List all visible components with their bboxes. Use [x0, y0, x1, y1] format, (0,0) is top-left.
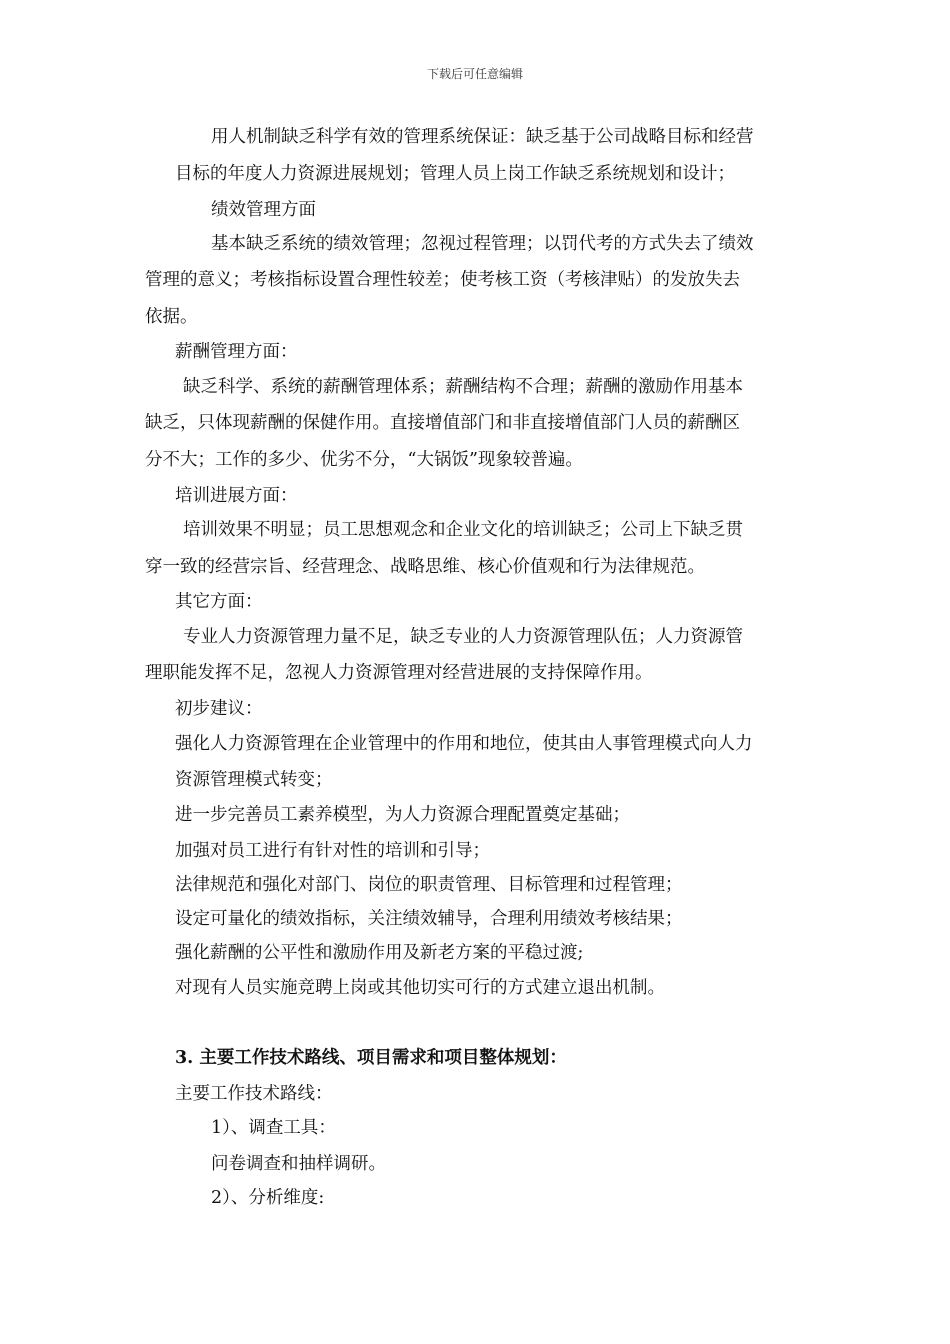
paragraph-line: 穿一致的经营宗旨、经营理念、战略思维、核心价值观和行为法律规范。	[145, 557, 705, 577]
section-heading: 培训进展方面：	[175, 486, 298, 506]
paragraph-line: 缺乏，只体现薪酬的保健作用。直接增值部门和非直接增值部门人员的薪酬区	[145, 413, 740, 433]
paragraph-line: 理职能发挥不足，忽视人力资源管理对经营进展的支持保障作用。	[145, 663, 653, 683]
section-heading: 其它方面：	[175, 592, 263, 612]
page-header-note: 下载后可任意编辑	[426, 67, 523, 81]
paragraph-line: 管理的意义；考核指标设置合理性较差；使考核工资（考核津贴）的发放失去	[145, 270, 740, 290]
section-heading: 初步建议：	[175, 699, 263, 719]
paragraph-line: 培训效果不明显；员工思想观念和企业文化的培训缺乏；公司上下缺乏贯	[183, 520, 743, 540]
section-3-title: 3. 主要工作技术路线、项目需求和项目整体规划：	[175, 1048, 567, 1068]
section-heading: 绩效管理方面	[211, 200, 316, 220]
list-item: 2）、分析维度:	[211, 1188, 325, 1208]
list-item: 1）、调查工具：	[211, 1118, 336, 1138]
paragraph-line: 专业人力资源管理力量不足，缺乏专业的人力资源管理队伍；人力资源管	[183, 627, 743, 647]
paragraph-line: 缺乏科学、系统的薪酬管理体系；薪酬结构不合理；薪酬的激励作用基本	[183, 377, 743, 397]
paragraph-line: 依据。	[145, 307, 198, 327]
subsection-heading: 主要工作技术路线：	[175, 1084, 333, 1104]
suggestion-line: 设定可量化的绩效指标，关注绩效辅导，合理利用绩效考核结果；	[175, 909, 683, 929]
suggestion-line: 对现有人员实施竞聘上岗或其他切实可行的方式建立退出机制。	[175, 978, 665, 998]
paragraph-line: 分不大；工作的多少、优劣不分，“大锅饭”现象较普遍。	[145, 450, 583, 470]
suggestion-line: 进一步完善员工素养模型，为人力资源合理配置奠定基础；	[175, 805, 630, 825]
paragraph-line: 基本缺乏系统的绩效管理；忽视过程管理；以罚代考的方式失去了绩效	[211, 234, 754, 254]
suggestion-line: 强化人力资源管理在企业管理中的作用和地位，使其由人事管理模式向人力	[175, 734, 753, 754]
suggestion-line: 资源管理模式转变；	[175, 770, 333, 790]
list-item-description: 问卷调查和抽样调研。	[211, 1154, 386, 1174]
paragraph-line: 目标的年度人力资源进展规划；管理人员上岗工作缺乏系统规划和设计；	[175, 164, 735, 184]
suggestion-line: 强化薪酬的公平性和激励作用及新老方案的平稳过渡;	[175, 943, 584, 963]
suggestion-line: 法律规范和强化对部门、岗位的职责管理、目标管理和过程管理；	[175, 875, 683, 895]
section-heading: 薪酬管理方面：	[175, 342, 298, 362]
paragraph-line: 用人机制缺乏科学有效的管理系统保证：缺乏基于公司战略目标和经营	[211, 127, 754, 147]
suggestion-line: 加强对员工进行有针对性的培训和引导；	[175, 841, 490, 861]
